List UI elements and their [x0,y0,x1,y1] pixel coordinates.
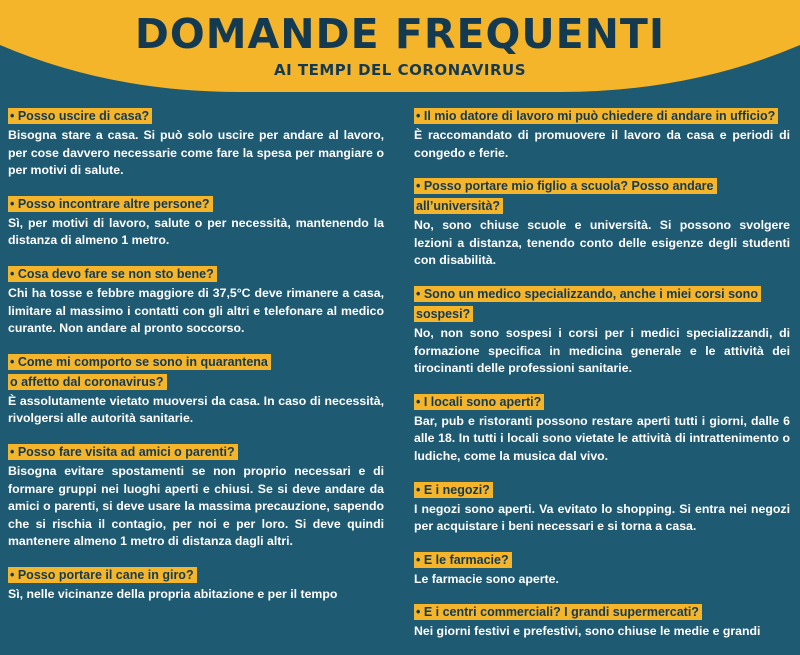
page-title: DOMANDE FREQUENTI [134,10,666,58]
faq-item-medical-resident [414,284,790,378]
faq-item-pharmacies [414,550,790,589]
faq-answer: È raccomandato di promuovere il lavoro da casa e periodi di congedo e ferie. [414,128,790,160]
faq-answer: I negozi sono aperti. Va evitato lo shopping. Si entra nei negozi per acquistare i beni necessari e si torna a casa. [414,501,790,534]
faq-answer: No, non sono sospesi i corsi per i medici specializzandi, di formazione specifica in medicina generale e le attività dei tirocinanti delle professioni sanitarie. [414,325,790,376]
faq-question: • Posso incontrare altre persone? [8,196,213,212]
faq-answer: No, sono chiuse scuole e università. Si possono svolgere lezioni a distanza, tenendo conto delle esigenze degli studenti con disabilità. [414,218,790,268]
faq-answer: È assolutamente vietato muoversi da casa. In caso di necessità, rivolgersi alle autorità sanitarie. [8,393,384,426]
faq-question: • Come mi comporto se sono in quarantena o affetto dal coronavirus? [8,354,271,390]
header-banner [0,0,800,100]
faq-answer: Chi ha tosse e febbre maggiore di 37,5°C deve rimanere a casa, limitare al massimo i contatti con gli altri e telefonare al medico curante. Non andare al pronto soccorso. [8,285,384,336]
faq-answer: Nei giorni festivi e prefestivi, sono chiuse le medie e grandi [414,624,761,639]
faq-answer: Sì, nelle vicinanze della propria abitazione e per il tempo [8,586,338,601]
faq-answer: Sì, per motivi di lavoro, salute o per necessità, mantenendo la distanza di almeno 1 metro. [8,215,384,248]
faq-item-venues-open [414,392,790,466]
faq-question: • E le farmacie? [414,552,512,568]
faq-item-quarantine [8,352,384,428]
faq-answer: Bisogna evitare spostamenti se non proprio necessari e di formare gruppi nei luoghi aperti e chiusi. Se si deve andare da amici o parenti, si deve usare la massima precauzione, sapendo che si rischia il contagio, per noi e per loro. Si deve quindi mantenere almeno 1 metro di distanza dagli altri. [8,463,384,549]
faq-question: • Il mio datore di lavoro mi può chiedere di andare in ufficio? [414,108,778,124]
faq-item-walk-dog [8,565,384,604]
faq-item-school-university [414,176,790,270]
faq-question: • Sono un medico specializzando, anche i miei corsi sono sospesi? [414,286,761,322]
faq-item-feeling-unwell [8,264,384,338]
faq-question: • Posso uscire di casa? [8,108,152,124]
faq-question: • E i centri commerciali? I grandi supermercati? [414,604,702,620]
faq-item-shops [414,480,790,536]
faq-question: • Posso portare il cane in giro? [8,567,197,583]
faq-column-left [8,106,384,618]
faq-answer: Bisogna stare a casa. Si può solo uscire per andare al lavoro, per cose davvero necessarie come fare la spesa per mangiare o per motivi di salute. [8,128,384,178]
faq-item-leave-home [8,106,384,180]
page-subtitle: AI TEMPI DEL CORONAVIRUS [273,61,527,79]
faq-question: • Cosa devo fare se non sto bene? [8,266,217,282]
faq-item-visit-friends [8,442,384,551]
faq-column-right [414,106,790,655]
faq-question: • Posso portare mio figlio a scuola? Posso andare all’università? [414,178,717,214]
faq-answer: Le farmacie sono aperte. [414,571,559,586]
faq-item-shopping-centers [414,602,790,641]
faq-item-employer-office [414,106,790,162]
faq-question: • I locali sono aperti? [414,394,544,410]
faq-item-meet-people [8,194,384,250]
faq-answer: Bar, pub e ristoranti possono restare aperti tutti i giorni, dalle 6 alle 18. In tutti i locali sono vietate le attività di intrattenimento o ludiche, come la musica dal vivo. [414,413,790,463]
faq-question: • E i negozi? [414,482,493,498]
faq-question: • Posso fare visita ad amici o parenti? [8,444,238,460]
